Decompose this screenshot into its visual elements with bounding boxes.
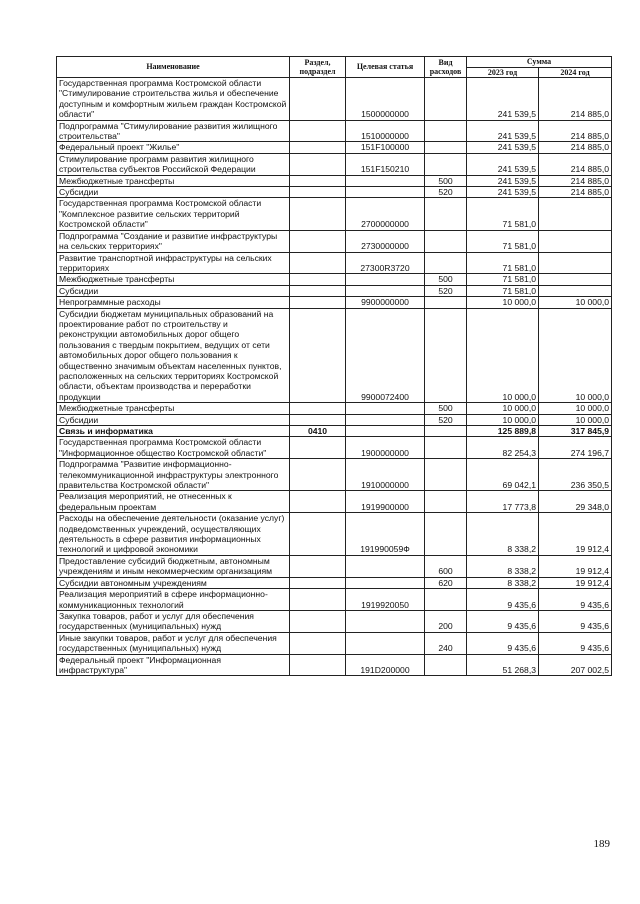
row-vid: 500 xyxy=(425,274,467,285)
table-row xyxy=(57,153,612,175)
row-section xyxy=(290,632,346,654)
row-article xyxy=(346,426,425,437)
header-year-2024: 2024 год xyxy=(539,67,612,78)
row-section xyxy=(290,285,346,296)
row-vid xyxy=(425,297,467,308)
row-section xyxy=(290,274,346,285)
row-name: Межбюджетные трансферты xyxy=(57,175,290,186)
table-row xyxy=(57,308,612,403)
row-amount-2023: 241 539,5 xyxy=(467,78,539,121)
row-vid xyxy=(425,437,467,459)
row-article xyxy=(346,187,425,198)
row-article: 27300R3720 xyxy=(346,252,425,274)
row-section xyxy=(290,153,346,175)
row-vid xyxy=(425,230,467,252)
header-year-2023: 2023 год xyxy=(467,67,539,78)
row-article: 1500000000 xyxy=(346,78,425,121)
row-name: Непрограммные расходы xyxy=(57,297,290,308)
row-amount-2024: 214 885,0 xyxy=(539,153,612,175)
row-name: Развитие транспортной инфраструктуры на сельских территориях xyxy=(57,252,290,274)
row-article: 1900000000 xyxy=(346,437,425,459)
row-section xyxy=(290,142,346,153)
row-section xyxy=(290,513,346,556)
row-amount-2023: 125 889,8 xyxy=(467,426,539,437)
row-vid xyxy=(425,153,467,175)
row-article: 1510000000 xyxy=(346,120,425,142)
row-amount-2023: 9 435,6 xyxy=(467,610,539,632)
table-row xyxy=(57,589,612,611)
row-vid xyxy=(425,198,467,230)
row-article xyxy=(346,555,425,577)
row-amount-2024: 214 885,0 xyxy=(539,187,612,198)
row-amount-2023: 82 254,3 xyxy=(467,437,539,459)
table-row xyxy=(57,577,612,588)
row-amount-2024: 236 350,5 xyxy=(539,459,612,491)
row-amount-2023: 71 581,0 xyxy=(467,198,539,230)
row-vid: 520 xyxy=(425,285,467,296)
row-amount-2024: 10 000,0 xyxy=(539,308,612,403)
row-amount-2024: 9 435,6 xyxy=(539,632,612,654)
row-amount-2024: 19 912,4 xyxy=(539,577,612,588)
table-row xyxy=(57,437,612,459)
row-amount-2024 xyxy=(539,230,612,252)
header-sum: Сумма xyxy=(467,57,612,68)
row-amount-2024: 10 000,0 xyxy=(539,403,612,414)
row-section xyxy=(290,414,346,425)
row-section xyxy=(290,459,346,491)
row-amount-2023: 71 581,0 xyxy=(467,285,539,296)
row-section xyxy=(290,555,346,577)
row-article xyxy=(346,414,425,425)
row-section xyxy=(290,297,346,308)
row-name: Государственная программа Костромской области "Информационное общество Костромской области" xyxy=(57,437,290,459)
row-section xyxy=(290,577,346,588)
row-article: 1919920050 xyxy=(346,589,425,611)
row-amount-2024 xyxy=(539,198,612,230)
row-name: Межбюджетные трансферты xyxy=(57,403,290,414)
header-article: Целевая статья xyxy=(346,57,425,78)
row-section xyxy=(290,230,346,252)
row-amount-2023: 71 581,0 xyxy=(467,252,539,274)
row-section xyxy=(290,78,346,121)
row-section xyxy=(290,187,346,198)
row-vid: 620 xyxy=(425,577,467,588)
table-row xyxy=(57,78,612,121)
row-vid xyxy=(425,513,467,556)
row-amount-2023: 10 000,0 xyxy=(467,297,539,308)
table-row xyxy=(57,274,612,285)
row-vid xyxy=(425,589,467,611)
row-vid xyxy=(425,308,467,403)
row-amount-2024: 19 912,4 xyxy=(539,555,612,577)
row-article xyxy=(346,632,425,654)
row-name: Федеральный проект "Жилье" xyxy=(57,142,290,153)
row-section xyxy=(290,491,346,513)
row-section: 0410 xyxy=(290,426,346,437)
row-vid: 240 xyxy=(425,632,467,654)
table-row xyxy=(57,414,612,425)
row-name: Субсидии xyxy=(57,414,290,425)
row-amount-2024: 214 885,0 xyxy=(539,142,612,153)
row-amount-2023: 10 000,0 xyxy=(467,308,539,403)
row-name: Подпрограмма "Стимулирование развития жилищного строительства" xyxy=(57,120,290,142)
table-row xyxy=(57,654,612,676)
row-amount-2023: 71 581,0 xyxy=(467,274,539,285)
table-row xyxy=(57,513,612,556)
row-amount-2024: 214 885,0 xyxy=(539,120,612,142)
row-amount-2024 xyxy=(539,252,612,274)
row-vid: 600 xyxy=(425,555,467,577)
row-name: Субсидии бюджетам муниципальных образований на проектирование работ по строительству и реконструкции автомобильных дорог общего пользования с твердым покрытием, ведущих от сети автомобильных дорог общего пользования к общественно значимым объектам населенных пунктов, расположенных на сельских территориях Костромской области, объектам производства и переработки продукции xyxy=(57,308,290,403)
row-amount-2023: 9 435,6 xyxy=(467,632,539,654)
row-article: 151F100000 xyxy=(346,142,425,153)
table-row xyxy=(57,187,612,198)
row-article xyxy=(346,610,425,632)
row-article: 9900072400 xyxy=(346,308,425,403)
row-amount-2023: 51 268,3 xyxy=(467,654,539,676)
row-article xyxy=(346,274,425,285)
row-vid: 200 xyxy=(425,610,467,632)
row-amount-2024: 10 000,0 xyxy=(539,297,612,308)
row-vid: 500 xyxy=(425,175,467,186)
row-amount-2023: 69 042,1 xyxy=(467,459,539,491)
row-section xyxy=(290,198,346,230)
table-body xyxy=(57,78,612,676)
row-section xyxy=(290,308,346,403)
table-row xyxy=(57,491,612,513)
row-vid: 520 xyxy=(425,187,467,198)
table-row xyxy=(57,120,612,142)
row-amount-2024: 214 885,0 xyxy=(539,175,612,186)
header-section: Раздел, подраздел xyxy=(290,57,346,78)
row-section xyxy=(290,654,346,676)
table-row xyxy=(57,252,612,274)
row-vid xyxy=(425,142,467,153)
row-amount-2023: 241 539,5 xyxy=(467,120,539,142)
table-row xyxy=(57,175,612,186)
row-name: Связь и информатика xyxy=(57,426,290,437)
row-amount-2023: 8 338,2 xyxy=(467,513,539,556)
row-amount-2023: 10 000,0 xyxy=(467,403,539,414)
row-name: Стимулирование программ развития жилищного строительства субъектов Российской Федерации xyxy=(57,153,290,175)
row-amount-2024: 207 002,5 xyxy=(539,654,612,676)
table-row xyxy=(57,285,612,296)
header-name: Наименование xyxy=(57,57,290,78)
row-article xyxy=(346,175,425,186)
table-row xyxy=(57,142,612,153)
row-name: Государственная программа Костромской области "Комплексное развитие сельских территорий Костромской области" xyxy=(57,198,290,230)
row-amount-2023: 71 581,0 xyxy=(467,230,539,252)
page-number: 189 xyxy=(593,838,610,850)
row-vid xyxy=(425,459,467,491)
row-amount-2023: 241 539,5 xyxy=(467,175,539,186)
row-name: Реализация мероприятий, не отнесенных к федеральным проектам xyxy=(57,491,290,513)
row-article: 151F150210 xyxy=(346,153,425,175)
row-name: Субсидии xyxy=(57,285,290,296)
row-article: 191D200000 xyxy=(346,654,425,676)
row-name: Государственная программа Костромской области "Стимулирование строительства жилья и обеспечение доступным и комфортным жильем граждан Костромской области" xyxy=(57,78,290,121)
row-amount-2024: 274 196,7 xyxy=(539,437,612,459)
row-amount-2024: 9 435,6 xyxy=(539,610,612,632)
row-amount-2023: 241 539,5 xyxy=(467,153,539,175)
budget-table xyxy=(56,56,612,676)
row-article: 2730000000 xyxy=(346,230,425,252)
row-section xyxy=(290,589,346,611)
row-vid: 500 xyxy=(425,403,467,414)
row-article: 2700000000 xyxy=(346,198,425,230)
table-row xyxy=(57,297,612,308)
row-amount-2023: 241 539,5 xyxy=(467,187,539,198)
row-section xyxy=(290,610,346,632)
row-vid xyxy=(425,654,467,676)
row-name: Иные закупки товаров, работ и услуг для обеспечения государственных (муниципальных) нужд xyxy=(57,632,290,654)
row-article: 9900000000 xyxy=(346,297,425,308)
row-name: Закупка товаров, работ и услуг для обеспечения государственных (муниципальных) нужд xyxy=(57,610,290,632)
row-vid: 520 xyxy=(425,414,467,425)
row-article xyxy=(346,577,425,588)
table-row xyxy=(57,610,612,632)
row-amount-2023: 17 773,8 xyxy=(467,491,539,513)
row-article: 191990059Ф xyxy=(346,513,425,556)
row-article xyxy=(346,403,425,414)
row-name: Реализация мероприятий в сфере информационно-коммуникационных технологий xyxy=(57,589,290,611)
row-section xyxy=(290,252,346,274)
row-section xyxy=(290,175,346,186)
row-amount-2024 xyxy=(539,274,612,285)
table-row xyxy=(57,403,612,414)
table-row xyxy=(57,230,612,252)
row-amount-2024: 10 000,0 xyxy=(539,414,612,425)
row-amount-2024: 9 435,6 xyxy=(539,589,612,611)
row-name: Субсидии xyxy=(57,187,290,198)
row-name: Подпрограмма "Создание и развитие инфраструктуры на сельских территориях" xyxy=(57,230,290,252)
table-row xyxy=(57,459,612,491)
row-article: 1919900000 xyxy=(346,491,425,513)
row-name: Межбюджетные трансферты xyxy=(57,274,290,285)
table-row xyxy=(57,198,612,230)
row-amount-2024: 214 885,0 xyxy=(539,78,612,121)
row-amount-2023: 10 000,0 xyxy=(467,414,539,425)
row-amount-2023: 8 338,2 xyxy=(467,577,539,588)
row-name: Предоставление субсидий бюджетным, автономным учреждениям и иным некоммерческим организациям xyxy=(57,555,290,577)
row-name: Расходы на обеспечение деятельности (оказание услуг) подведомственных учреждений, осуществляющих деятельность в сфере развития информационных технологий и цифровой экономики xyxy=(57,513,290,556)
table-row xyxy=(57,426,612,437)
row-article: 1910000000 xyxy=(346,459,425,491)
row-vid xyxy=(425,491,467,513)
row-section xyxy=(290,437,346,459)
row-amount-2023: 8 338,2 xyxy=(467,555,539,577)
row-amount-2023: 241 539,5 xyxy=(467,142,539,153)
row-name: Подпрограмма "Развитие информационно-телекоммуникационной инфраструктуры электронного правительства Костромской области" xyxy=(57,459,290,491)
row-section xyxy=(290,403,346,414)
row-amount-2023: 9 435,6 xyxy=(467,589,539,611)
row-name: Субсидии автономным учреждениям xyxy=(57,577,290,588)
row-amount-2024: 19 912,4 xyxy=(539,513,612,556)
table-row xyxy=(57,632,612,654)
header-vid: Вид расходов xyxy=(425,57,467,78)
row-section xyxy=(290,120,346,142)
row-article xyxy=(346,285,425,296)
row-amount-2024 xyxy=(539,285,612,296)
row-amount-2024: 317 845,9 xyxy=(539,426,612,437)
row-vid xyxy=(425,120,467,142)
table-row xyxy=(57,555,612,577)
row-amount-2024: 29 348,0 xyxy=(539,491,612,513)
row-vid xyxy=(425,78,467,121)
row-name: Федеральный проект "Информационная инфраструктура" xyxy=(57,654,290,676)
row-vid xyxy=(425,252,467,274)
row-vid xyxy=(425,426,467,437)
